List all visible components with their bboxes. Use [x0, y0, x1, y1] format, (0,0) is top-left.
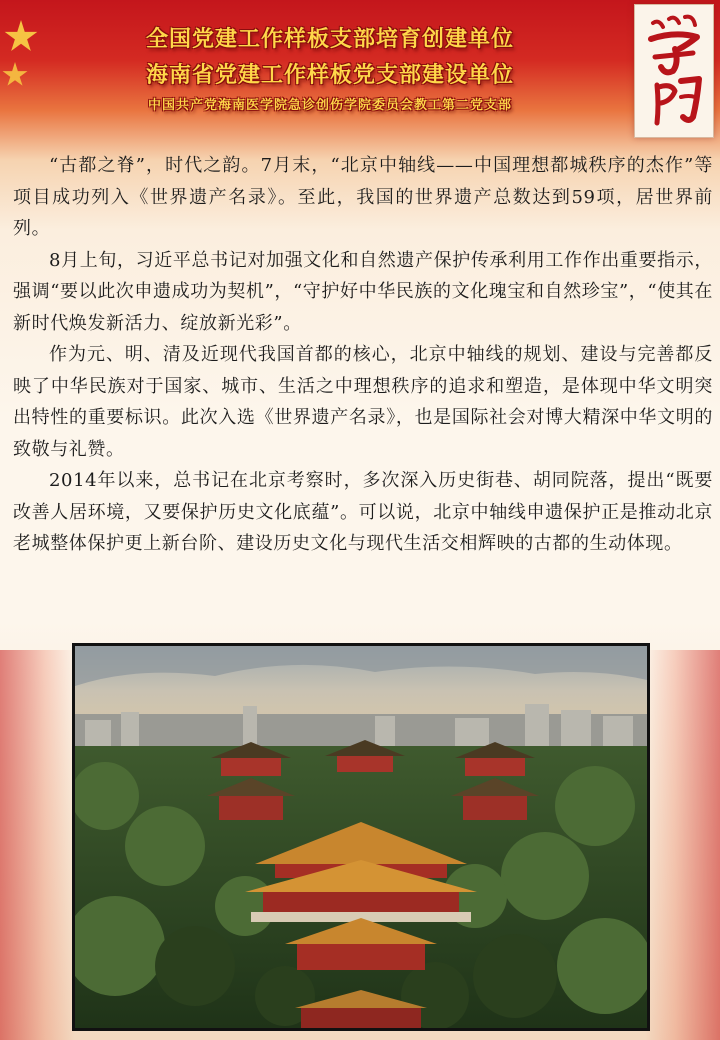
star-icon [4, 20, 38, 54]
paragraph: “古都之脊”，时代之韵。7月末，“北京中轴线——中国理想都城秩序的杰作”等项目成功列入《世界遗产名录》。至此，我国的世界遗产总数达到59项，居世界前列。 [13, 155, 713, 239]
header-banner [0, 0, 720, 140]
forbidden-city-photo [72, 643, 650, 1031]
paragraph: 8月上旬，习近平总书记对加强文化和自然遗产保护传承利用工作作出重要指示，强调“要以此次申遗成功为契机”，“守护好中华民族的文化瑰宝和自然珍宝”，“使其在新时代焕发新活力、绽放新光彩”。 [13, 249, 714, 334]
red-drape-left [0, 650, 75, 1040]
title-line-1: 全国党建工作样板支部培育创建单位 [145, 27, 514, 52]
forbidden-city-illustration [75, 646, 647, 1028]
star-icon [2, 62, 28, 88]
paragraph: 2014年以来，总书记在北京考察时，多次深入历史街巷、胡同院落，提出“既要改善人居环境，又要保护历史文化底蕴”。可以说，北京中轴线申遗保护正是推动北京老城整体保护更上新台阶、建设历史文化与现代生活交相辉映的古都的生动体现。 [13, 470, 713, 554]
title-line-2: 海南省党建工作样板党支部建设单位 [145, 63, 514, 88]
red-drape-right [645, 650, 720, 1040]
article-body [13, 150, 713, 560]
calligraphy-seal [634, 4, 714, 138]
paragraph: 作为元、明、清及近现代我国首都的核心，北京中轴线的规划、建设与完善都反映了中华民族对于国家、城市、生活之中理想秩序的追求和塑造，是体现中华文明突出特性的重要标识。此次入选《世界遗产名录》，也是国际社会对博大精深中华文明的致敬与礼赞。 [13, 344, 713, 460]
calligraphy-seal-art [635, 5, 713, 137]
title-line-3: 中国共产党海南医学院急诊创伤学院委员会教工第二党支部 [147, 98, 512, 113]
